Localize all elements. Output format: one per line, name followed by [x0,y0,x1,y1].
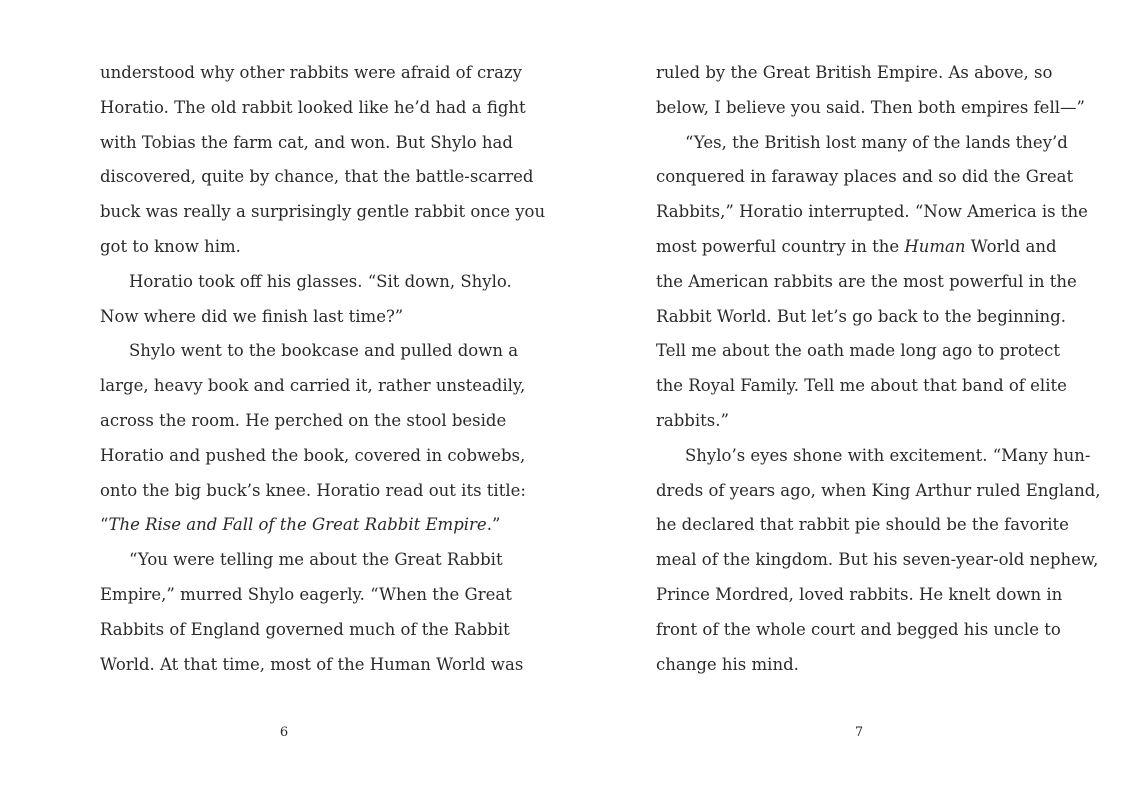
text-line [656,230,1057,265]
text-line: the Royal Family. Tell me about that band of elite [656,376,1067,396]
text-line: “You were telling me about the Great Rabbit [129,550,503,570]
text-line: dreds of years ago, when King Arthur ruled England, [656,480,1101,500]
text-line: Horatio and pushed the book, covered in cobwebs, [100,445,526,465]
text-line: large, heavy book and carried it, rather unsteadily, [100,376,526,396]
text-line: got to know him. [100,236,241,256]
text-line: Horatio took off his glasses. “Sit down, Shylo. [129,271,512,291]
text-line: discovered, quite by chance, that the battle-scarred [100,167,534,187]
text-line: Rabbits,” Horatio interrupted. “Now America is the [656,202,1088,222]
text-line: front of the whole court and begged his uncle to [656,619,1061,639]
text-segment: “ [100,515,109,535]
text-line: “Yes, the British lost many of the lands they’d [685,132,1068,152]
text-line: Shylo’s eyes shone with excitement. “Many hun- [685,445,1091,465]
text-line: across the room. He perched on the stool beside [100,410,507,430]
text-line: Rabbits of England governed much of the Rabbit [100,619,510,639]
text-line: Prince Mordred, loved rabbits. He knelt down in [656,584,1063,604]
text-line: he declared that rabbit pie should be the favorite [656,515,1069,535]
text-line: change his mind. [656,654,799,674]
left-page [100,56,546,682]
text-line: Tell me about the oath made long ago to protect [656,341,1061,361]
italic-text: Human [904,236,966,256]
text-segment: most powerful country in the [656,236,905,256]
text-line: ruled by the Great British Empire. As above, so [656,63,1053,82]
text-line: meal of the kingdom. But his seven-year-old nephew, [656,550,1099,570]
text-line: below, I believe you said. Then both empires fell—” [656,97,1085,117]
text-line [100,508,501,543]
right-page [656,56,1101,682]
left-page-number: 6 [279,725,289,740]
text-line: onto the big buck’s knee. Horatio read out its title: [100,480,526,500]
text-line: World. At that time, most of the Human World was [100,654,524,674]
text-segment: .” [486,515,501,535]
right-page-number: 7 [854,725,864,740]
text-line: Rabbit World. But let’s go back to the beginning. [656,306,1066,326]
text-segment: World and [965,236,1057,256]
text-line: Now where did we finish last time?” [100,306,404,326]
text-line: understood why other rabbits were afraid of crazy [100,63,522,82]
text-line: conquered in faraway places and so did the Great [656,167,1074,187]
text-line: the American rabbits are the most powerful in the [656,271,1077,291]
text-line: Shylo went to the bookcase and pulled down a [129,341,519,361]
italic-text: The Rise and Fall of the Great Rabbit Empire [108,515,487,535]
text-line: Empire,” murred Shylo eagerly. “When the Great [100,584,512,604]
text-line: Horatio. The old rabbit looked like he’d had a fight [100,97,526,117]
text-line: with Tobias the farm cat, and won. But Shylo had [100,132,513,152]
text-line: buck was really a surprisingly gentle rabbit once you [100,202,546,222]
text-line: rabbits.” [656,410,729,430]
